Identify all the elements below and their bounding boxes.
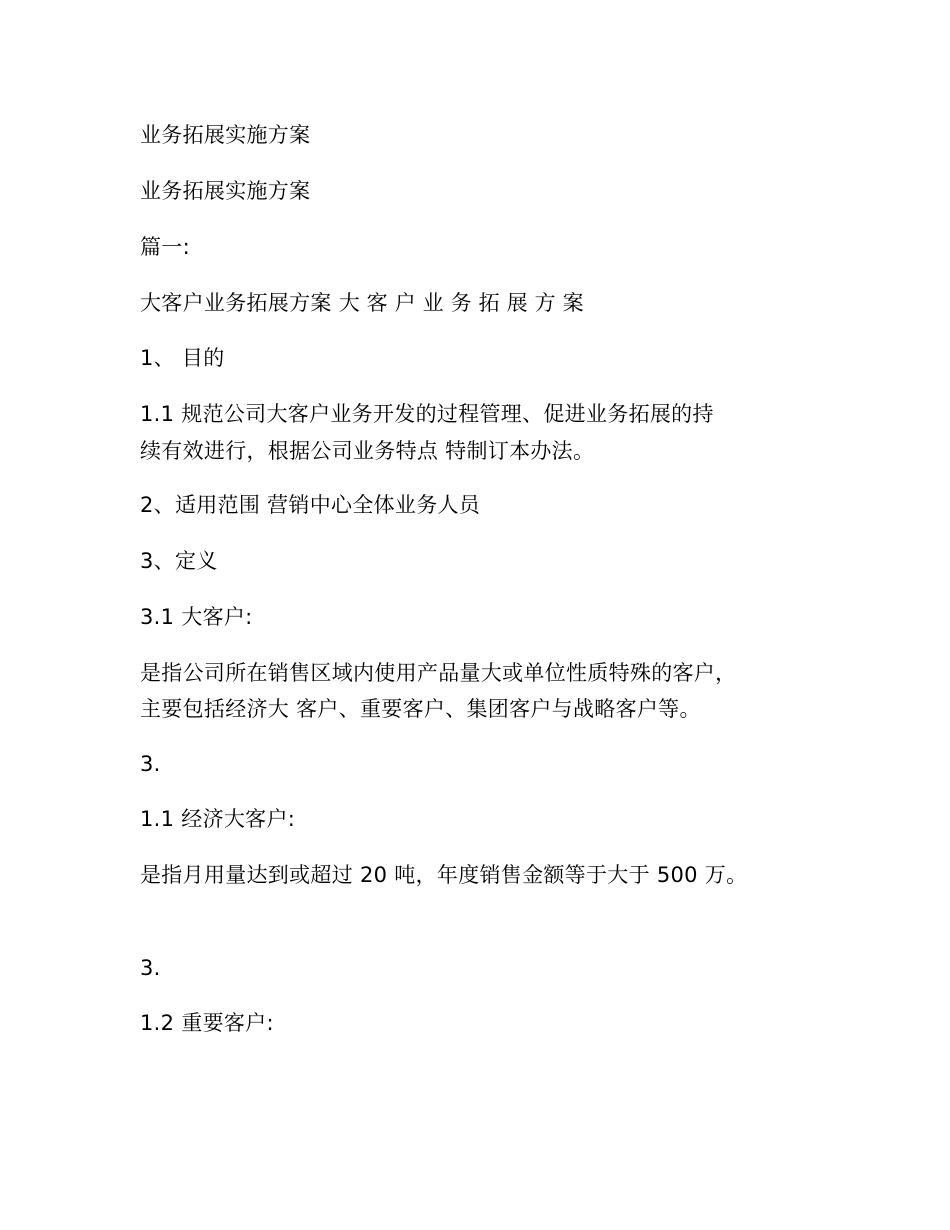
heading-part-a: 大客户业务拓展方案 [140, 291, 332, 315]
document-subtitle: 业务拓展实施方案 [140, 179, 311, 203]
number-label-a: 3. [140, 752, 161, 776]
paragraph-2-line-2: 主要包括经济大 客户、重要客户、集团客户与战略客户等。 [140, 697, 701, 721]
section-heading [140, 288, 591, 318]
heading-part-b: 大客户业务拓展方案 [338, 291, 591, 315]
paragraph-3: 是指月用量达到或超过 20 吨，年度销售金额等于大于 500 万。 [140, 863, 748, 887]
chapter-label: 篇一: [140, 235, 190, 259]
subsection-1-1: 1.1 经济大客户: [140, 807, 296, 831]
section-1-heading: 1、 目的 [140, 346, 225, 370]
subsection-1-2: 1.2 重要客户: [140, 1011, 274, 1035]
paragraph-2-line-1: 是指公司所在销售区域内使用产品量大或单位性质特殊的客户， [140, 661, 737, 685]
section-2-heading: 2、适用范围 营销中心全体业务人员 [140, 493, 481, 517]
section-3-heading: 3、定义 [140, 549, 218, 573]
number-label-b: 3. [140, 956, 161, 980]
paragraph-1-line-1: 1.1 规范公司大客户业务开发的过程管理、促进业务拓展的持 [140, 402, 714, 426]
paragraph-1-line-2: 续有效进行，根据公司业务特点 特制订本办法。 [140, 439, 595, 463]
subsection-3-1: 3.1 大客户: [140, 605, 253, 629]
document-title: 业务拓展实施方案 [140, 123, 311, 147]
